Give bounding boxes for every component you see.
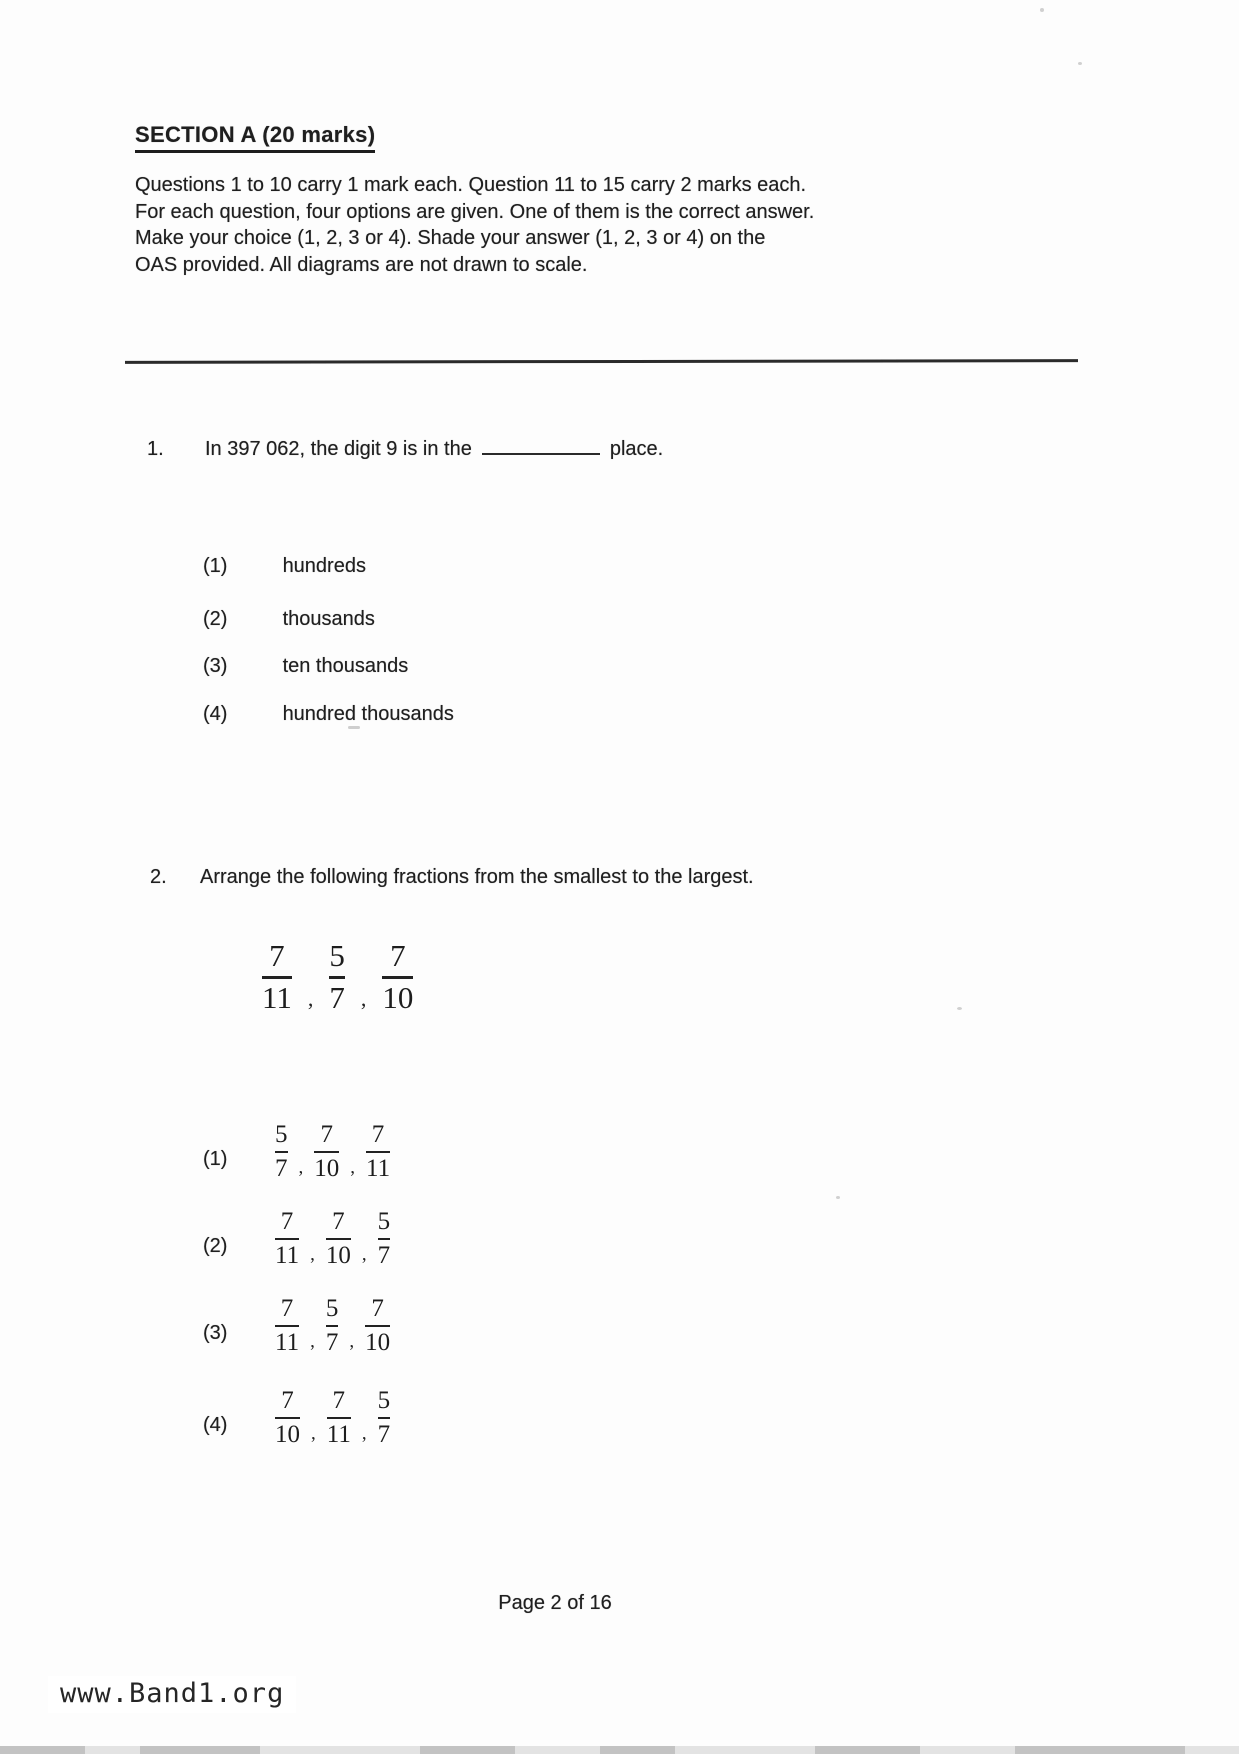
fraction-bar <box>326 1325 339 1327</box>
fraction <box>327 1388 351 1449</box>
fraction-numerator: 7 <box>281 1387 294 1414</box>
question-2-number: 2. <box>150 866 167 888</box>
q1-option-3 <box>203 655 408 678</box>
q2-option-4-number: (4) <box>203 1413 228 1436</box>
fraction <box>365 1296 390 1357</box>
scan-speck <box>957 1007 962 1010</box>
fraction-denominator: 7 <box>275 1155 288 1183</box>
comma-separator: , <box>307 986 314 1012</box>
comma-separator: , <box>310 1331 315 1353</box>
fraction <box>378 1388 391 1449</box>
q2-option-1-number: (1) <box>203 1147 228 1170</box>
fraction-denominator: 11 <box>262 979 292 1015</box>
comma-separator: , <box>298 1157 304 1179</box>
instructions-line-4: OAS provided. All diagrams are not drawn to scale. <box>135 253 588 276</box>
fraction-numerator: 5 <box>325 1295 339 1322</box>
question-1-text-before-blank: In 397 062, the digit 9 is in the <box>205 438 472 460</box>
page-number-footer: Page 2 of 16 <box>498 1592 612 1614</box>
q1-option-1-label: hundreds <box>282 555 366 577</box>
fraction-bar <box>326 1238 351 1240</box>
scan-speck <box>836 1196 840 1199</box>
fraction-numerator: 7 <box>280 1295 294 1322</box>
answer-blank-line <box>482 440 600 455</box>
q1-option-4-number: (4) <box>203 703 228 725</box>
fraction-bar <box>365 1325 390 1327</box>
q2-option-3 <box>203 1296 390 1357</box>
fraction-numerator: 5 <box>329 938 345 973</box>
fraction-denominator: 10 <box>275 1421 300 1449</box>
fraction-denominator: 11 <box>275 1242 300 1270</box>
q1-option-4 <box>203 703 454 726</box>
fraction-bar <box>262 976 292 979</box>
q2-stem-fractions <box>262 940 413 1014</box>
fraction <box>382 940 413 1014</box>
fraction-numerator: 7 <box>332 1387 346 1414</box>
instructions-block <box>135 172 915 278</box>
fraction <box>275 1122 288 1183</box>
q1-option-2-number: (2) <box>203 608 228 630</box>
fraction-denominator: 10 <box>314 1155 340 1183</box>
q1-option-3-number: (3) <box>203 655 228 677</box>
scan-smudge <box>348 726 360 729</box>
comma-separator: , <box>360 986 367 1012</box>
scan-speck <box>1040 8 1044 12</box>
fraction <box>326 1296 339 1357</box>
fraction-bar <box>275 1325 299 1327</box>
fraction-numerator: 7 <box>371 1121 385 1148</box>
fraction-denominator: 10 <box>325 1242 351 1270</box>
fraction <box>378 1209 391 1270</box>
fraction <box>326 1209 351 1270</box>
website-watermark: www.Band1.org <box>48 1676 296 1713</box>
fraction <box>314 1122 339 1183</box>
fraction <box>275 1388 300 1449</box>
fraction-numerator: 7 <box>320 1121 333 1148</box>
question-1 <box>147 438 947 466</box>
fraction-bar <box>275 1151 288 1153</box>
q1-option-1 <box>203 555 366 578</box>
fraction-bar <box>329 976 345 979</box>
fraction-denominator: 7 <box>325 1329 339 1357</box>
fraction <box>275 1296 299 1357</box>
fraction <box>275 1209 299 1270</box>
fraction-numerator: 5 <box>275 1121 288 1148</box>
q1-option-1-number: (1) <box>203 555 228 577</box>
q2-option-3-number: (3) <box>203 1321 228 1344</box>
fraction <box>262 940 292 1014</box>
fraction-denominator: 7 <box>377 1421 391 1449</box>
question-2 <box>150 866 1050 894</box>
question-1-text <box>205 438 663 461</box>
fraction <box>366 1122 390 1183</box>
q2-option-2 <box>203 1209 390 1270</box>
fraction-numerator: 7 <box>269 938 285 973</box>
fraction-bar <box>327 1417 351 1419</box>
fraction-denominator: 11 <box>326 1421 351 1449</box>
fraction-denominator: 11 <box>275 1329 300 1357</box>
fraction-denominator: 7 <box>329 979 345 1015</box>
fraction-numerator: 5 <box>377 1387 391 1414</box>
comma-separator: , <box>310 1244 315 1266</box>
scan-speck <box>1078 62 1082 65</box>
fraction-bar <box>366 1151 390 1153</box>
fraction-denominator: 11 <box>366 1155 391 1183</box>
instructions-line-2: For each question, four options are given. One of them is the correct answer. <box>135 200 815 223</box>
question-1-number: 1. <box>147 438 164 460</box>
instructions-line-3: Make your choice (1, 2, 3 or 4). Shade your answer (1, 2, 3 or 4) on the <box>135 227 766 249</box>
section-divider-line <box>125 359 1078 364</box>
comma-separator: , <box>311 1423 316 1445</box>
q1-option-2-label: thousands <box>282 608 375 630</box>
comma-separator: , <box>361 1244 367 1266</box>
fraction-bar <box>314 1151 339 1153</box>
question-2-text: Arrange the following fractions from the smallest to the largest. <box>200 866 754 888</box>
fraction-denominator: 10 <box>365 1329 391 1357</box>
fraction-denominator: 7 <box>377 1242 391 1270</box>
q2-option-2-number: (2) <box>203 1234 228 1257</box>
q2-option-4 <box>203 1388 390 1449</box>
fraction-bar <box>275 1417 300 1419</box>
q1-option-3-label: ten thousands <box>282 655 409 677</box>
fraction-bar <box>378 1417 391 1419</box>
comma-separator: , <box>349 1331 355 1353</box>
question-1-text-after-blank: place. <box>609 438 664 460</box>
comma-separator: , <box>361 1423 367 1445</box>
fraction-numerator: 7 <box>371 1295 384 1322</box>
scanner-edge-strip <box>0 1746 1239 1754</box>
instructions-line-1: Questions 1 to 10 carry 1 mark each. Question 11 to 15 carry 2 marks each. <box>135 174 807 196</box>
fraction-denominator: 10 <box>382 979 414 1015</box>
q1-option-4-label: hundred thousands <box>282 703 454 725</box>
section-title: SECTION A (20 marks) <box>135 122 375 153</box>
fraction-bar <box>378 1238 391 1240</box>
q2-option-1 <box>203 1122 390 1183</box>
fraction-numerator: 5 <box>377 1208 391 1235</box>
fraction-bar <box>382 976 413 979</box>
q1-option-2 <box>203 608 375 631</box>
fraction-numerator: 7 <box>332 1208 345 1235</box>
comma-separator: , <box>350 1157 355 1179</box>
fraction-bar <box>275 1238 299 1240</box>
fraction-numerator: 7 <box>390 938 406 973</box>
fraction <box>329 940 345 1014</box>
fraction-numerator: 7 <box>280 1208 294 1235</box>
